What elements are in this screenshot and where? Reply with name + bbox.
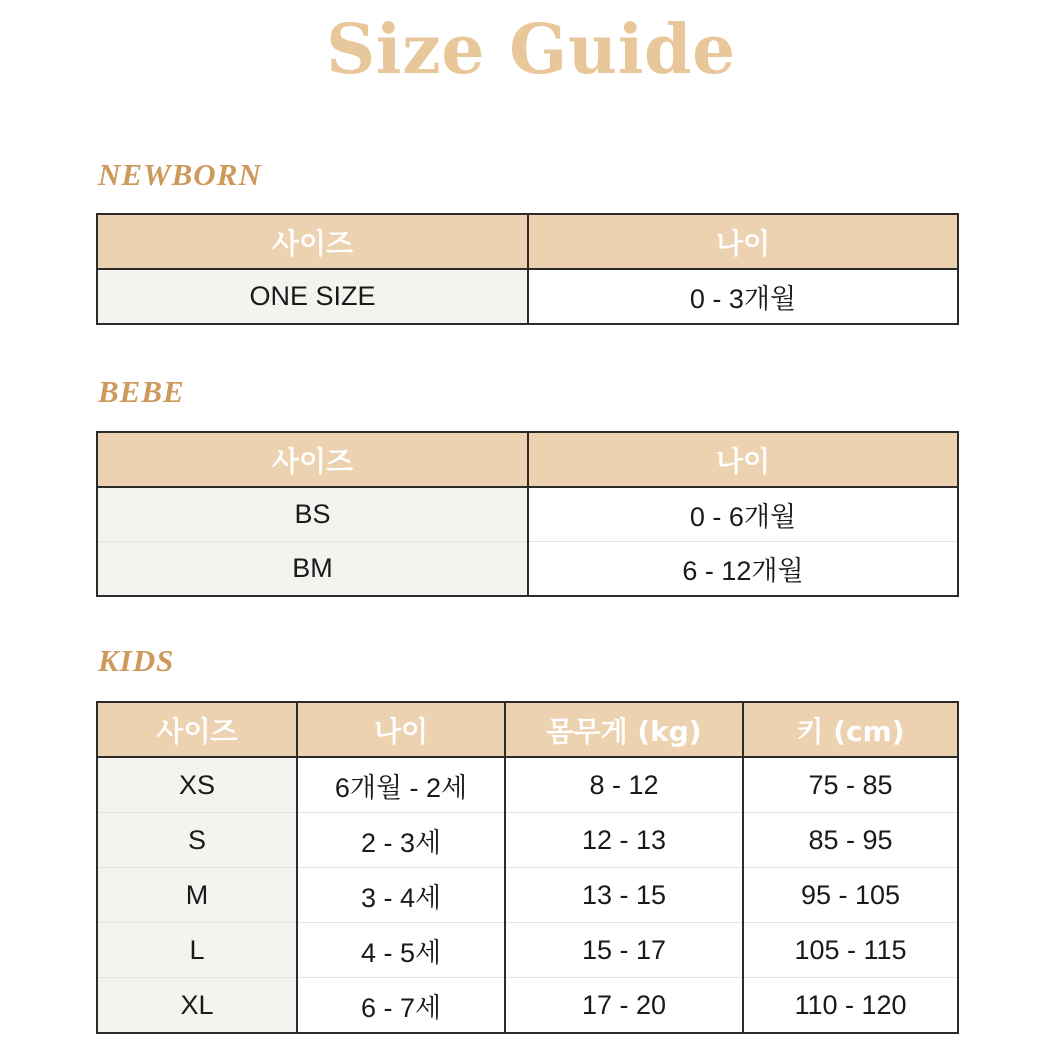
height-cell: 105 - 115	[743, 923, 958, 978]
size-cell: BM	[97, 542, 528, 597]
size-cell: M	[97, 868, 297, 923]
table-row	[97, 923, 958, 978]
age-cell: 0 - 6개월	[528, 487, 958, 542]
column-header-age: 나이	[528, 432, 958, 487]
height-cell: 75 - 85	[743, 757, 958, 813]
age-cell: 2 - 3세	[297, 813, 505, 868]
section-label-bebe: BEBE	[98, 374, 185, 409]
weight-cell: 13 - 15	[505, 868, 743, 923]
age-cell: 6 - 7세	[297, 978, 505, 1034]
table-row	[97, 542, 958, 597]
size-cell: XL	[97, 978, 297, 1034]
table-header-row	[97, 214, 958, 269]
column-header-weight: 몸무게 (kg)	[505, 702, 743, 757]
table-row	[97, 813, 958, 868]
weight-cell: 15 - 17	[505, 923, 743, 978]
bebe-size-table	[96, 431, 959, 597]
table-row	[97, 868, 958, 923]
weight-cell: 12 - 13	[505, 813, 743, 868]
table-row	[97, 978, 958, 1034]
column-header-size: 사이즈	[97, 432, 528, 487]
section-label-newborn: NEWBORN	[98, 157, 262, 192]
column-header-height: 키 (cm)	[743, 702, 958, 757]
kids-size-table	[96, 701, 959, 1034]
newborn-size-table	[96, 213, 959, 325]
size-cell: ONE SIZE	[97, 269, 528, 324]
column-header-size: 사이즈	[97, 214, 528, 269]
size-cell: XS	[97, 757, 297, 813]
age-cell: 0 - 3개월	[528, 269, 958, 324]
table-header-row	[97, 702, 958, 757]
age-cell: 3 - 4세	[297, 868, 505, 923]
height-cell: 110 - 120	[743, 978, 958, 1034]
height-cell: 85 - 95	[743, 813, 958, 868]
page-title: Size Guide	[326, 10, 736, 90]
column-header-age: 나이	[297, 702, 505, 757]
table-row	[97, 269, 958, 324]
table-row	[97, 757, 958, 813]
table-header-row	[97, 432, 958, 487]
weight-cell: 17 - 20	[505, 978, 743, 1034]
age-cell: 4 - 5세	[297, 923, 505, 978]
column-header-size: 사이즈	[97, 702, 297, 757]
size-cell: BS	[97, 487, 528, 542]
column-header-age: 나이	[528, 214, 958, 269]
size-cell: S	[97, 813, 297, 868]
age-cell: 6 - 12개월	[528, 542, 958, 597]
age-cell: 6개월 - 2세	[297, 757, 505, 813]
size-cell: L	[97, 923, 297, 978]
weight-cell: 8 - 12	[505, 757, 743, 813]
section-label-kids: KIDS	[98, 643, 175, 678]
table-row	[97, 487, 958, 542]
height-cell: 95 - 105	[743, 868, 958, 923]
